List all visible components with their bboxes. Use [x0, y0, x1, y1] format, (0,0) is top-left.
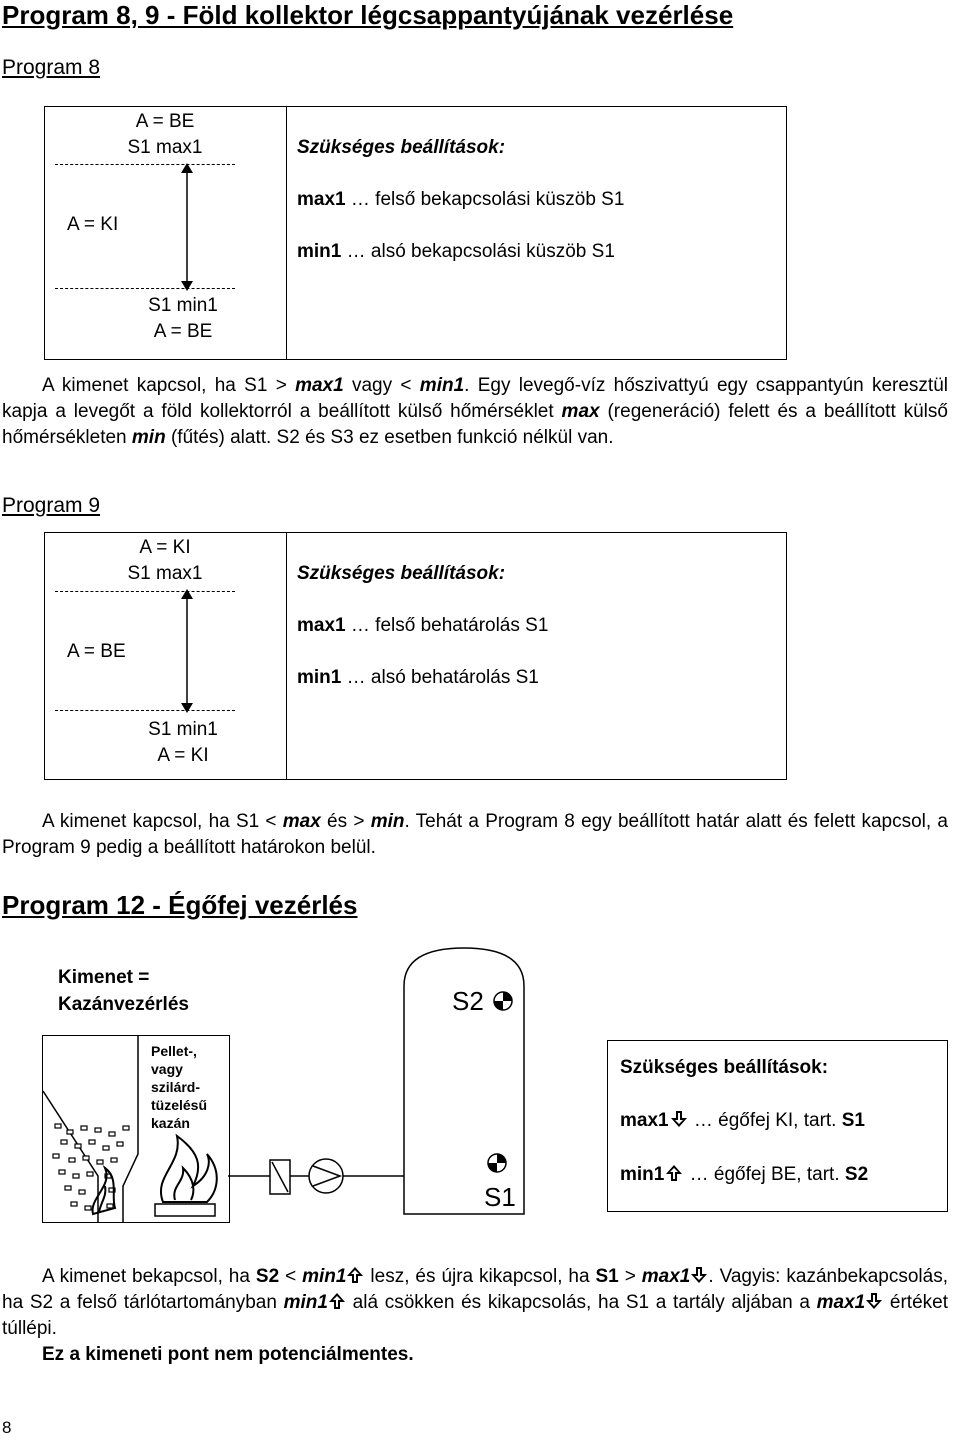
- p12-setting-max-key: max1: [620, 1110, 669, 1131]
- program-12-settings-box: [607, 1040, 948, 1212]
- program-9-diagram-box: [44, 532, 287, 780]
- arrow-up-icon: [346, 1266, 364, 1284]
- p9-description: A kimenet kapcsol, ha S1 < max és > min. Tehát a Program 8 egy beállított határ alatt és felett kapcsol, a Program 9 pedig a beállított határokon belül.: [2, 811, 948, 858]
- p12-output-line1: Kimenet =: [58, 967, 150, 988]
- p9-upper-threshold-line: [55, 591, 235, 592]
- p8-lower-threshold-line: [55, 288, 235, 289]
- boiler-graphic: [42, 1035, 230, 1223]
- p12-setting-min-key: min1: [620, 1164, 665, 1185]
- storage-tank: [402, 946, 526, 1216]
- program-12-heading: Program 12 - Égőfej vezérlés: [2, 890, 358, 920]
- p12-setting-min-sensor: S2: [844, 1164, 869, 1185]
- p9-middle-state: A = BE: [67, 641, 126, 662]
- p8-settings-title: Szükséges beállítások:: [297, 137, 506, 158]
- p9-range-arrow-icon: [177, 589, 197, 713]
- program-8-settings-box: [286, 106, 787, 360]
- arrow-up-icon: [664, 1163, 684, 1183]
- p8-setting-min: [297, 241, 615, 263]
- p8-range-arrow-icon: [177, 163, 197, 291]
- program-9-heading: Program 9: [2, 494, 101, 517]
- p8-setting-max-desc: … felső bekapcsolási küszöb S1: [350, 189, 625, 210]
- page-number: 8: [2, 1418, 12, 1437]
- boiler-label: Pellet-, vagy szilárd- tüzelésű kazán: [151, 1043, 208, 1131]
- p9-top-state: A = KI: [139, 537, 191, 558]
- valve-icon: [270, 1160, 290, 1194]
- p12-note: Ez a kimeneti pont nem potenciálmentes.: [42, 1344, 414, 1365]
- sensor-s2-icon: [492, 990, 514, 1012]
- p9-setting-max: [297, 615, 548, 637]
- sensor-s1-label: S1: [484, 1182, 516, 1212]
- p8-top-state: A = BE: [135, 111, 195, 132]
- sensor-s1-icon: [486, 1152, 508, 1174]
- p8-upper-threshold-line: [55, 164, 235, 165]
- p12-description: A kimenet bekapcsol, ha S2 < min1 lesz, és újra kikapcsol, ha S1 > max1 . Vagyis: kazánbekapcsolás, ha S2 a felső tárlótartományban min1 alá csökken és kikapcsolás, ha S1 a tartály aljában a max1 értéket túllépi.: [2, 1266, 949, 1339]
- p12-setting-min: [620, 1163, 868, 1186]
- p8-description: A kimenet kapcsol, ha S1 > max1 vagy < min1. Egy levegő-víz hőszivattyú egy csappantyún keresztül kapja a levegőt a föld kollektorról a beállított külső hőmérséklet max (regeneráció) felett és a beállított külső hőmérsékleten min (fűtés) alatt. S2 és S3 ez esetben funkció nélkül van.: [2, 375, 948, 448]
- p8-max-label: S1 max1: [127, 137, 203, 158]
- arrow-up-icon: [328, 1292, 346, 1310]
- p9-setting-max-desc: … felső behatárolás S1: [350, 615, 549, 636]
- arrow-down-icon: [690, 1266, 708, 1284]
- page-title: Program 8, 9 - Föld kollektor légcsappantyújának vezérlése: [2, 0, 734, 30]
- arrow-down-icon: [865, 1292, 883, 1310]
- pipe-connection: [228, 1140, 408, 1220]
- p12-output-line2: Kazánvezérlés: [58, 994, 189, 1015]
- p12-setting-max-desc: … égőfej KI, tart.: [693, 1110, 837, 1131]
- program-9-settings-box: [286, 532, 787, 780]
- p12-setting-max-sensor: S1: [841, 1110, 865, 1131]
- p8-setting-min-desc: … alsó bekapcsolási küszöb S1: [346, 241, 615, 262]
- p9-setting-max-key: max1: [297, 615, 346, 636]
- p9-max-label: S1 max1: [127, 563, 203, 584]
- p12-settings-title: Szükséges beállítások:: [620, 1057, 829, 1078]
- program-8-diagram-box: [44, 106, 287, 360]
- program-8-heading: Program 8: [2, 56, 101, 79]
- p8-min-label: S1 min1: [148, 295, 218, 316]
- p12-setting-min-desc: … égőfej BE, tart.: [689, 1164, 840, 1185]
- arrow-down-icon: [669, 1109, 689, 1129]
- p9-setting-min-desc: … alsó behatárolás S1: [346, 667, 539, 688]
- sensor-s2-label: S2: [452, 986, 484, 1016]
- p8-bottom-state: A = BE: [153, 321, 213, 342]
- p8-setting-min-key: min1: [297, 241, 342, 262]
- p9-settings-title: Szükséges beállítások:: [297, 563, 506, 584]
- p9-lower-threshold-line: [55, 710, 235, 711]
- pump-icon: [309, 1159, 343, 1193]
- p8-setting-max: [297, 189, 624, 211]
- p9-setting-min-key: min1: [297, 667, 342, 688]
- p8-setting-max-key: max1: [297, 189, 346, 210]
- p8-middle-state: A = KI: [67, 214, 119, 235]
- p12-setting-max: [620, 1109, 865, 1132]
- p12-output-label: [58, 964, 189, 1018]
- p9-min-label: S1 min1: [148, 719, 218, 740]
- p9-setting-min: [297, 667, 539, 689]
- p9-bottom-state: A = KI: [157, 745, 209, 766]
